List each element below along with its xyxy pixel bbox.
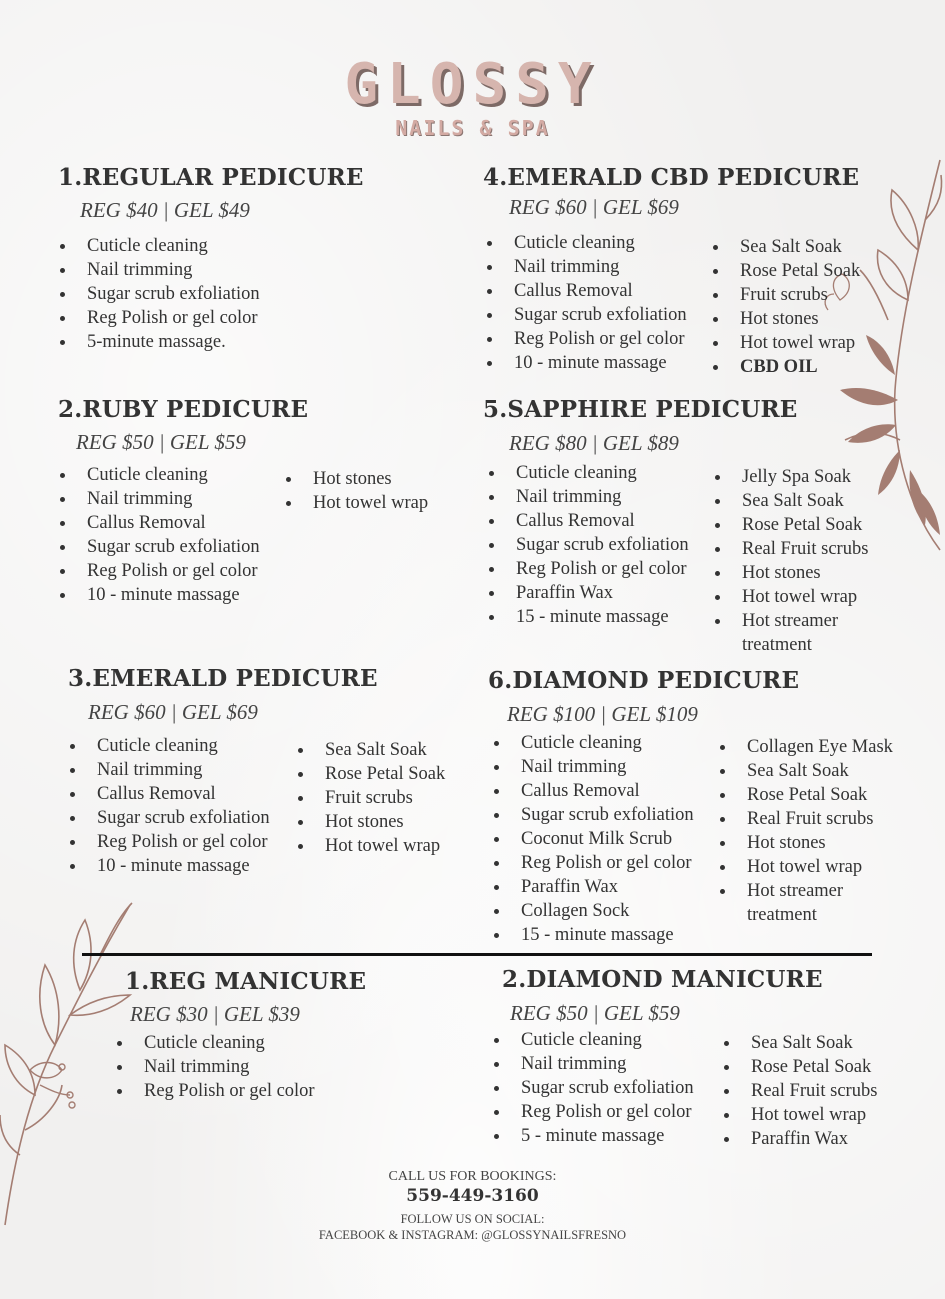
section-title: 6.DIAMOND PEDICURE — [488, 667, 800, 694]
list-item: Reg Polish or gel color — [485, 327, 687, 351]
service-list-extras — [718, 735, 893, 927]
list-item: Paraffin Wax — [487, 581, 689, 605]
list-item: Nail trimming — [487, 485, 689, 509]
list-item: Nail trimming — [115, 1055, 315, 1079]
section-title: 1.REGULAR PEDICURE — [58, 164, 364, 191]
list-item-continuation: treatment — [742, 635, 812, 655]
list-item: Sugar scrub exfoliation — [487, 533, 689, 557]
list-item: Callus Removal — [487, 509, 689, 533]
list-item: Cuticle cleaning — [492, 731, 694, 755]
list-item: Cuticle cleaning — [492, 1028, 694, 1052]
footer-phone-number[interactable]: 559-449-3160 — [406, 1186, 539, 1206]
section-emerald-pedicure — [68, 665, 446, 876]
list-item: Hot stones — [711, 307, 860, 331]
list-item: 10 - minute massage — [485, 351, 687, 375]
section-regular-pedicure — [58, 164, 364, 352]
list-item: Jelly Spa Soak — [713, 465, 868, 489]
list-item: Hot towel wrap — [284, 491, 428, 515]
section-price: REG $60 | GEL $69 — [509, 195, 679, 219]
list-item: Sugar scrub exfoliation — [492, 1076, 694, 1100]
list-item: Hot streamer — [718, 879, 893, 903]
section-price: REG $30 | GEL $39 — [130, 1002, 300, 1026]
list-item: Reg Polish or gel color — [492, 1100, 694, 1124]
service-list — [487, 461, 689, 629]
list-item: Cuticle cleaning — [58, 463, 260, 487]
list-item: Nail trimming — [68, 758, 270, 782]
list-item: Cuticle cleaning — [68, 734, 270, 758]
list-item: 10 - minute massage — [68, 854, 270, 878]
section-price: REG $50 | GEL $59 — [510, 1001, 680, 1025]
section-ruby-pedicure — [58, 396, 429, 605]
footer-social-handle[interactable]: FACEBOOK & INSTAGRAM: @GLOSSYNAILSFRESNO — [318, 1228, 627, 1242]
list-item: Reg Polish or gel color — [58, 559, 260, 583]
list-item: 10 - minute massage — [58, 583, 260, 607]
list-item: Hot stones — [284, 467, 428, 491]
section-diamond-pedicure — [488, 667, 893, 945]
list-item: 5 - minute massage — [492, 1124, 694, 1148]
list-item: Fruit scrubs — [296, 786, 445, 810]
section-price: REG $50 | GEL $59 — [76, 430, 246, 454]
list-item-continuation: treatment — [747, 905, 817, 925]
service-list-extras — [711, 235, 860, 379]
list-item: Sugar scrub exfoliation — [58, 535, 260, 559]
list-item: Cuticle cleaning — [115, 1031, 315, 1055]
list-item: Callus Removal — [492, 779, 694, 803]
list-item: Fruit scrubs — [711, 283, 860, 307]
list-item: Sea Salt Soak — [718, 759, 893, 783]
section-price: REG $100 | GEL $109 — [507, 702, 698, 726]
list-item: Cuticle cleaning — [58, 234, 260, 258]
list-item: Hot streamer — [713, 609, 868, 633]
list-item: Hot stones — [713, 561, 868, 585]
footer-call-label: CALL US FOR BOOKINGS: — [388, 1169, 557, 1184]
list-item: Hot stones — [296, 810, 445, 834]
list-item: Nail trimming — [492, 755, 694, 779]
section-reg-manicure — [125, 968, 367, 1101]
service-list — [485, 231, 687, 375]
list-item: Reg Polish or gel color — [68, 830, 270, 854]
service-list — [492, 731, 694, 947]
list-item: Cuticle cleaning — [487, 461, 689, 485]
service-list — [492, 1028, 694, 1148]
service-list — [58, 463, 260, 607]
service-list-extras — [284, 467, 428, 515]
list-item: Nail trimming — [485, 255, 687, 279]
list-item: Sugar scrub exfoliation — [492, 803, 694, 827]
section-title: 4.EMERALD CBD PEDICURE — [483, 164, 860, 191]
list-item: Collagen Sock — [492, 899, 694, 923]
list-item: Sea Salt Soak — [722, 1031, 877, 1055]
service-list-extras — [296, 738, 445, 858]
list-item: Sea Salt Soak — [713, 489, 868, 513]
list-item: Rose Petal Soak — [718, 783, 893, 807]
section-title: 1.REG MANICURE — [125, 968, 367, 995]
list-item: Callus Removal — [68, 782, 270, 806]
list-item: Nail trimming — [58, 258, 260, 282]
list-item: Real Fruit scrubs — [713, 537, 868, 561]
list-item: 5-minute massage. — [58, 330, 260, 354]
section-price: REG $40 | GEL $49 — [80, 198, 250, 222]
footer-follow-label: FOLLOW US ON SOCIAL: — [400, 1212, 545, 1226]
list-item: Reg Polish or gel color — [492, 851, 694, 875]
list-item: Rose Petal Soak — [711, 259, 860, 283]
list-item: 15 - minute massage — [492, 923, 694, 947]
list-item: Cuticle cleaning — [485, 231, 687, 255]
brand-logo-title: GLOSSY — [344, 52, 601, 117]
list-item: Sugar scrub exfoliation — [58, 282, 260, 306]
list-item: Rose Petal Soak — [296, 762, 445, 786]
list-item: Nail trimming — [58, 487, 260, 511]
service-list — [115, 1031, 315, 1103]
list-item: Paraffin Wax — [492, 875, 694, 899]
list-item: Hot towel wrap — [718, 855, 893, 879]
list-item: Sea Salt Soak — [296, 738, 445, 762]
section-price: REG $60 | GEL $69 — [88, 700, 258, 724]
section-sapphire-pedicure — [483, 396, 869, 655]
section-title: 5.SAPPHIRE PEDICURE — [483, 396, 798, 423]
list-item: Real Fruit scrubs — [722, 1079, 877, 1103]
service-list — [68, 734, 270, 878]
list-item: 15 - minute massage — [487, 605, 689, 629]
list-item: Rose Petal Soak — [713, 513, 868, 537]
service-list-extras — [713, 465, 868, 657]
list-item: Real Fruit scrubs — [718, 807, 893, 831]
list-item: Sea Salt Soak — [711, 235, 860, 259]
section-emerald-cbd-pedicure — [483, 164, 861, 377]
section-title: 2.RUBY PEDICURE — [58, 396, 309, 423]
section-price: REG $80 | GEL $89 — [509, 431, 679, 455]
service-list-extras — [722, 1031, 877, 1151]
list-item: Rose Petal Soak — [722, 1055, 877, 1079]
list-item: Hot towel wrap — [722, 1103, 877, 1127]
list-item: Paraffin Wax — [722, 1127, 877, 1151]
list-item: Hot towel wrap — [711, 331, 860, 355]
list-item: Reg Polish or gel color — [487, 557, 689, 581]
brand-logo-subtitle: NAILS & SPA — [395, 116, 550, 140]
list-item: Coconut Milk Scrub — [492, 827, 694, 851]
service-list — [58, 234, 260, 354]
section-title: 2.DIAMOND MANICURE — [502, 966, 823, 993]
list-item: Callus Removal — [58, 511, 260, 535]
section-divider — [82, 953, 872, 956]
section-diamond-manicure — [502, 966, 878, 1149]
list-item: Sugar scrub exfoliation — [68, 806, 270, 830]
section-title: 3.EMERALD PEDICURE — [68, 665, 378, 692]
list-item: Hot towel wrap — [296, 834, 445, 858]
list-item: Reg Polish or gel color — [115, 1079, 315, 1103]
list-item: Callus Removal — [485, 279, 687, 303]
list-item: Hot stones — [718, 831, 893, 855]
list-item: Reg Polish or gel color — [58, 306, 260, 330]
list-item-cbd-oil: CBD OIL — [711, 355, 860, 379]
list-item: Hot towel wrap — [713, 585, 868, 609]
list-item: Nail trimming — [492, 1052, 694, 1076]
list-item: Sugar scrub exfoliation — [485, 303, 687, 327]
list-item: Collagen Eye Mask — [718, 735, 893, 759]
